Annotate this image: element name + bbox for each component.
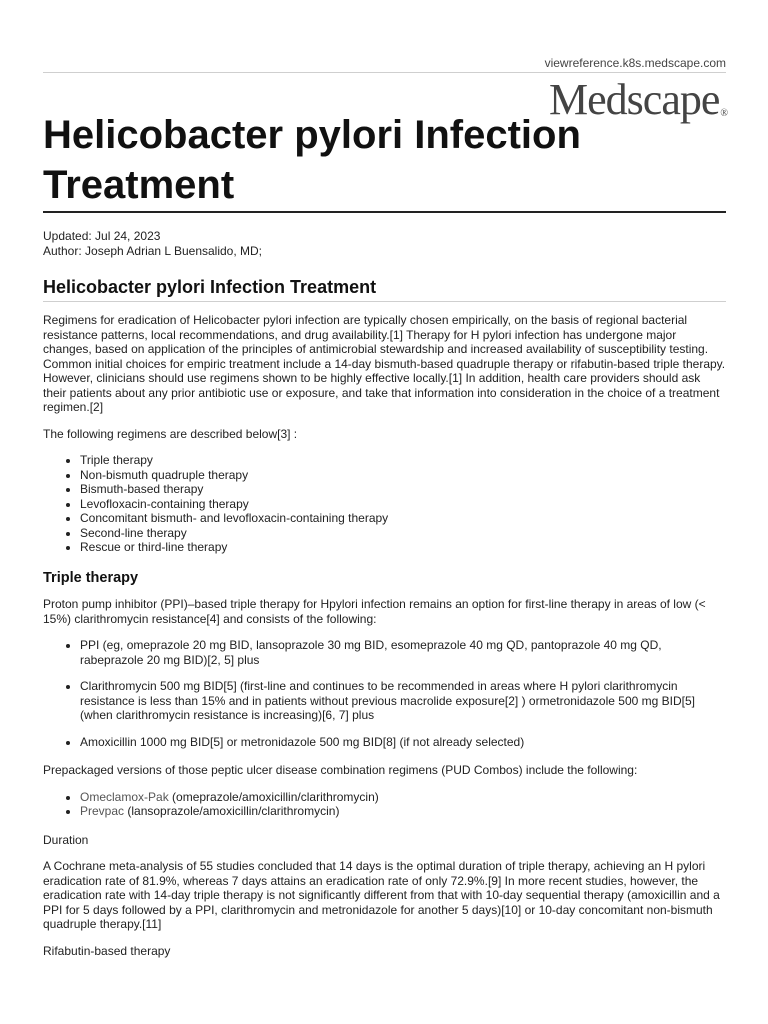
section-divider xyxy=(43,301,726,302)
intro-paragraph: Regimens for eradication of Helicobacter pylori infection are typically chosen empirically, on the basis of regional bacterial resistance patterns, local recommendations, and drug availability.[1] Therapy for H pylori infection has undergone major changes, based on application of the principles of antimicrobial stewardship and increased availability of susceptibility testing. Common initial choices for empiric treatment include a 14-day bismuth-based quadruple therapy or rifabutin-based triple therapy. However, clinicians should use regimens shown to be highly effective locally.[1] In addition, health care providers should ask their patients about any prior antibiotic use or exposure, and take that information into consideration in the choice of a treatment regimen.[2] xyxy=(43,313,726,414)
triple-therapy-intro: Proton pump inhibitor (PPI)–based triple therapy for Hpylori infection remains an option for first-line therapy in areas of low (< 15%) clarithromycin resistance[4] and consists of the following: xyxy=(43,597,706,626)
duration-paragraph: A Cochrane meta-analysis of 55 studies concluded that 14 days is the optimal duration of triple therapy, achieving an H pylori eradication rate of 81.9%, whereas 7 days attains an eradication rate of only 72.9%.[9] In more recent studies, however, the eradication rate with 14-day triple therapy is not significantly different from that with 10-day sequential therapy (amoxicillin and a PPI for 5 days followed by a PPI, clarithromycin and metronidazole for another 5 days)[10] or 10-day concomitant non-bismuth quadruple therapy.[11] xyxy=(43,859,720,931)
list-item: • Triple therapy xyxy=(80,453,726,468)
list-item: • Second-line therapy xyxy=(80,526,726,541)
list-item: • PPI (eg, omeprazole 20 mg BID, lansoprazole 30 mg BID, esomeprazole 40 mg QD, pantoprazole 40 mg QD, rabeprazole 20 mg BID)[2, 5] plus xyxy=(80,638,726,667)
combo-detail: (omeprazole/amoxicillin/clarithromycin) xyxy=(168,789,379,804)
section-heading: Helicobacter pylori Infection Treatment xyxy=(43,277,377,297)
list-item: • Amoxicillin 1000 mg BID[5] or metronidazole 500 mg BID[8] (if not already selected) xyxy=(80,735,726,750)
triple-therapy-heading: Triple therapy xyxy=(43,569,139,586)
regimens-intro: The following regimens are described below[3] : xyxy=(43,426,298,441)
prepackaged-intro: Prepackaged versions of those peptic ulcer disease combination regimens (PUD Combos) include the following: xyxy=(43,763,638,777)
article-title: Helicobacter pylori Infection Treatment xyxy=(43,113,581,207)
omeclamox-pak-link[interactable]: Omeclamox-Pak xyxy=(80,789,169,804)
title-divider xyxy=(43,211,726,213)
registered-mark: ® xyxy=(720,108,727,119)
list-item: • Concomitant bismuth- and levofloxacin-containing therapy xyxy=(80,511,726,526)
list-item: • Clarithromycin 500 mg BID[5] (first-line and continues to be recommended in areas where H pylori clarithromycin resistance is less than 15% and in patients without previous macrolide exposure[2] ) ormetronidazole 500 mg BID[5] (when clarithromycin resistance is increasing)[6, 7] plus xyxy=(80,679,726,723)
article-body xyxy=(43,313,726,970)
list-item xyxy=(80,790,726,805)
regimens-list xyxy=(43,453,726,555)
article-meta xyxy=(43,229,262,259)
duration-label: Duration xyxy=(43,832,89,847)
author-line: Author: Joseph Adrian L Buensalido, MD; xyxy=(43,244,263,258)
list-item: • Bismuth-based therapy xyxy=(80,482,726,497)
source-url: viewreference.k8s.medscape.com xyxy=(544,56,726,70)
list-item: • Non-bismuth quadruple therapy xyxy=(80,468,726,483)
header-divider xyxy=(43,72,726,73)
list-item xyxy=(80,804,726,819)
updated-date: Updated: Jul 24, 2023 xyxy=(43,229,161,243)
list-item: • Rescue or third-line therapy xyxy=(80,540,726,555)
combos-list xyxy=(43,790,726,819)
list-item: • Levofloxacin-containing therapy xyxy=(80,497,726,512)
prevpac-link[interactable]: Prevpac xyxy=(80,804,125,818)
logo-text: Medscape xyxy=(549,75,720,124)
triple-therapy-list xyxy=(43,638,726,749)
combo-detail: (lansoprazole/amoxicillin/clarithromycin) xyxy=(124,804,340,818)
rifabutin-label: Rifabutin-based therapy xyxy=(43,943,171,958)
